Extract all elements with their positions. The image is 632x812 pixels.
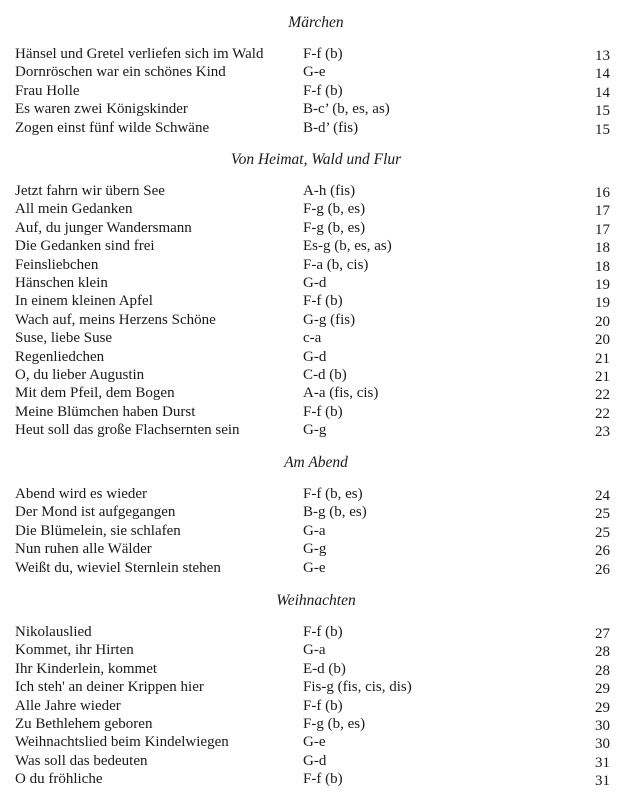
song-title: Hänschen klein <box>15 274 108 291</box>
song-row <box>0 237 632 255</box>
song-range: A-h (fis) <box>303 183 356 199</box>
song-range: F-f (b) <box>303 403 343 420</box>
song-row <box>0 522 632 540</box>
page-number: 29 <box>595 699 610 716</box>
page-number: 28 <box>595 662 610 679</box>
song-title: Auf, du junger Wandersmann <box>15 219 192 236</box>
song-row <box>0 82 632 100</box>
page-number: 19 <box>595 295 610 312</box>
song-row <box>0 366 632 384</box>
song-row <box>0 485 632 503</box>
page-number: 15 <box>595 121 610 138</box>
song-title: Suse, liebe Suse <box>15 330 113 347</box>
song-row <box>0 219 632 237</box>
page-number: 20 <box>595 332 610 349</box>
song-range: Fis-g (fis, cis, dis) <box>303 679 412 696</box>
song-row <box>0 292 632 310</box>
song-row <box>0 348 632 366</box>
song-row <box>0 770 632 788</box>
song-title: Ihr Kinderlein, kommet <box>15 660 158 677</box>
page-number: 18 <box>595 258 610 275</box>
song-title: Frau Holle <box>15 82 80 99</box>
song-title: Es waren zwei Königskinder <box>15 101 188 118</box>
page-number: 31 <box>595 773 610 790</box>
page-number: 17 <box>595 221 610 238</box>
page-number: 26 <box>595 561 610 578</box>
song-title: Heut soll das große Flachsernten sein <box>15 422 240 439</box>
song-title: Dornröschen war ein schönes Kind <box>15 64 226 81</box>
song-title: Alle Jahre wieder <box>15 697 121 714</box>
page-number: 14 <box>595 66 610 83</box>
song-range: B-c’ (b, es, as) <box>303 101 390 118</box>
section-heading: Weihnachten <box>276 592 356 609</box>
song-range: E-d (b) <box>303 660 346 677</box>
song-title: Jetzt fahrn wir übern See <box>15 183 165 199</box>
song-row <box>0 200 632 218</box>
song-title: Weihnachtslied beim Kindelwiegen <box>15 734 229 751</box>
section-heimat-wald-flur <box>0 150 632 439</box>
song-title: Wach auf, meins Herzens Schöne <box>15 311 216 328</box>
page-number: 13 <box>595 48 610 64</box>
song-row <box>0 697 632 715</box>
page-number: 19 <box>595 276 610 293</box>
song-row <box>0 559 632 577</box>
song-title: Ich steh' an deiner Krippen hier <box>15 679 204 696</box>
song-row <box>0 421 632 439</box>
song-title: Zu Bethlehem geboren <box>15 715 153 732</box>
section-weihnachten <box>0 591 632 789</box>
song-title: Die Blümelein, sie schlafen <box>15 522 181 539</box>
song-title: Der Mond ist aufgegangen <box>15 504 176 521</box>
song-title: In einem kleinen Apfel <box>15 293 153 310</box>
song-range: G-a <box>303 522 326 539</box>
section-am-abend <box>0 453 632 577</box>
song-range: G-e <box>303 734 326 751</box>
song-row <box>0 182 632 200</box>
song-range: F-f (b) <box>303 82 343 99</box>
song-range: F-g (b, es) <box>303 715 366 732</box>
song-range: c-a <box>303 330 322 347</box>
song-range: G-d <box>303 752 327 769</box>
section-maerchen <box>0 13 632 137</box>
page-number: 21 <box>595 368 610 385</box>
page-number: 31 <box>595 754 610 771</box>
song-title: O du fröhliche <box>15 771 103 788</box>
song-range: G-g <box>303 541 327 558</box>
song-range: G-e <box>303 559 326 576</box>
song-title: O, du lieber Augustin <box>15 366 145 383</box>
song-range: B-d’ (fis) <box>303 119 359 136</box>
page-number: 20 <box>595 313 610 330</box>
song-range: G-a <box>303 642 326 659</box>
song-title: Was soll das bedeuten <box>15 752 148 769</box>
song-range: F-f (b) <box>303 46 343 62</box>
page-number: 17 <box>595 203 610 220</box>
page-number: 26 <box>595 543 610 560</box>
page-number: 25 <box>595 524 610 541</box>
page-number: 24 <box>595 488 610 504</box>
song-title: Mit dem Pfeil, dem Bogen <box>15 385 175 402</box>
song-row <box>0 641 632 659</box>
song-row <box>0 623 632 641</box>
song-title: Abend wird es wieder <box>15 486 148 502</box>
page-number: 30 <box>595 736 610 753</box>
page-number: 14 <box>595 84 610 101</box>
song-range: Es-g (b, es, as) <box>303 238 392 255</box>
song-row <box>0 311 632 329</box>
song-range: G-e <box>303 64 326 81</box>
section-heading: Am Abend <box>284 454 348 471</box>
page-number: 18 <box>595 240 610 257</box>
song-title: Hänsel und Gretel verliefen sich im Wald <box>15 46 264 62</box>
song-row <box>0 100 632 118</box>
song-title: Regenliedchen <box>15 348 105 365</box>
song-title: Feinsliebchen <box>15 256 99 273</box>
song-title: Nikolauslied <box>15 624 92 640</box>
song-title: All mein Gedanken <box>15 201 133 218</box>
section-heading: Märchen <box>288 14 344 31</box>
song-range: F-a (b, cis) <box>303 256 369 273</box>
song-row <box>0 45 632 63</box>
page-number: 29 <box>595 681 610 698</box>
song-title: Nun ruhen alle Wälder <box>15 541 152 558</box>
song-row <box>0 540 632 558</box>
section-heading: Von Heimat, Wald und Flur <box>230 151 402 168</box>
page-number: 16 <box>595 185 610 201</box>
page-number: 30 <box>595 717 610 734</box>
song-row <box>0 63 632 81</box>
song-range: G-g (fis) <box>303 311 356 328</box>
song-title: Weißt du, wieviel Sternlein stehen <box>15 559 221 576</box>
song-row <box>0 403 632 421</box>
song-range: F-f (b, es) <box>303 486 363 502</box>
song-range: F-f (b) <box>303 624 343 640</box>
page-number: 22 <box>595 405 610 422</box>
page-number: 25 <box>595 506 610 523</box>
song-range: A-a (fis, cis) <box>303 385 379 402</box>
song-title: Die Gedanken sind frei <box>15 238 155 255</box>
song-row <box>0 384 632 402</box>
song-range: G-g <box>303 422 327 439</box>
song-row <box>0 752 632 770</box>
song-range: F-g (b, es) <box>303 201 366 218</box>
song-range: F-f (b) <box>303 771 343 788</box>
page-number: 28 <box>595 644 610 661</box>
song-row <box>0 274 632 292</box>
song-range: G-d <box>303 348 327 365</box>
song-row <box>0 256 632 274</box>
song-range: G-d <box>303 274 327 291</box>
song-range: C-d (b) <box>303 366 347 383</box>
song-title: Kommet, ihr Hirten <box>15 642 134 659</box>
song-range: B-g (b, es) <box>303 504 367 521</box>
page-number: 22 <box>595 387 610 404</box>
page-number: 15 <box>595 103 610 120</box>
song-row <box>0 733 632 751</box>
song-row <box>0 715 632 733</box>
song-title: Zogen einst fünf wilde Schwäne <box>15 119 210 136</box>
song-row <box>0 329 632 347</box>
song-range: F-f (b) <box>303 697 343 714</box>
song-row <box>0 660 632 678</box>
page-number: 21 <box>595 350 610 367</box>
song-row <box>0 119 632 137</box>
page-number: 23 <box>595 424 610 441</box>
song-row <box>0 678 632 696</box>
page-number: 27 <box>595 626 610 642</box>
song-title: Meine Blümchen haben Durst <box>15 403 196 420</box>
song-range: F-f (b) <box>303 293 343 310</box>
song-range: F-g (b, es) <box>303 219 366 236</box>
song-row <box>0 503 632 521</box>
